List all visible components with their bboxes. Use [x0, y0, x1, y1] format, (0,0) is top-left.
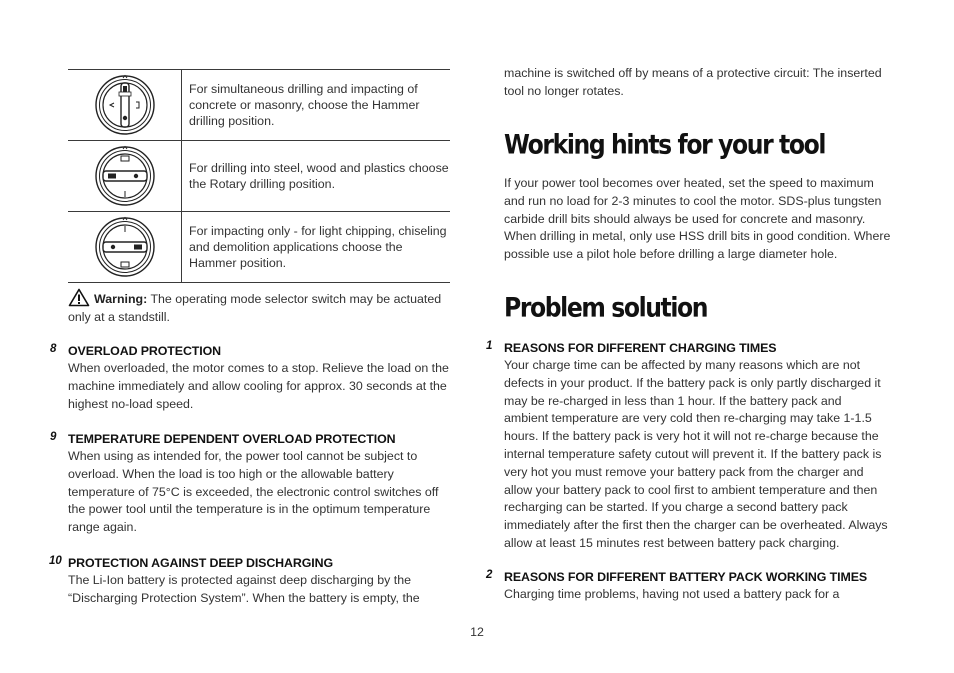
section-overload-protection [50, 343, 452, 413]
mode-icon-cell [68, 70, 182, 140]
heading-working-hints: Working hints for your tool [504, 129, 826, 161]
mode-description: For simultaneous drilling and impacting of concrete or masonry, choose the Hammer drilling position. [189, 82, 420, 128]
warning-triangle-icon [68, 288, 90, 307]
section-title: PROTECTION AGAINST DEEP DISCHARGING [68, 556, 333, 570]
mode-row-rotary-drill [68, 140, 450, 211]
section-title: REASONS FOR DIFFERENT CHARGING TIMES [504, 341, 777, 355]
page-number: 12 [470, 625, 484, 639]
section-title: REASONS FOR DIFFERENT BATTERY PACK WORKING TIMES [504, 570, 868, 584]
rotary-drill-mode-icon [94, 145, 156, 207]
hammer-only-mode-icon [94, 216, 156, 278]
warning-note [68, 288, 452, 326]
section-charging-times [486, 340, 888, 553]
section-number: 1 [486, 340, 493, 352]
section-body: Your charge time can be affected by many reasons which are not defects in your product. If the battery pack is only partly discharged it may be re-charged in less than 1 hour. If the battery pack and ambient temperature are very cold then re-charging may take 1-1.5 hours. If the battery pack is very hot it will not re-charge because the internal temperature safety cutout will prevent it. If the battery pack is very hot you must remove your battery pack from the charger and allow your battery pack to cool first to ambient temperature and then recharging can be started. If you charge a second battery pack immediately after the first then the charger can be overheated. Always allow at least 15 minutes rest between battery pack charging. [504, 358, 888, 550]
continued-paragraph: machine is switched off by means of a protective circuit: The inserted tool no longer rotates. [504, 66, 882, 98]
section-battery-working-times [486, 569, 888, 604]
mode-selector-table [68, 69, 450, 283]
warning-text: The operating mode selector switch may be actuated only at a standstill. [68, 292, 442, 324]
section-title: OVERLOAD PROTECTION [68, 344, 221, 358]
section-number: 10 [49, 555, 62, 567]
section-number: 8 [50, 343, 57, 355]
section-body: Charging time problems, having not used a battery pack for a [504, 587, 840, 601]
section-title: TEMPERATURE DEPENDENT OVERLOAD PROTECTION [68, 432, 396, 446]
mode-icon-cell [68, 141, 182, 211]
mode-description: For impacting only - for light chipping, chiseling and demolition applications choose the Hammer position. [189, 224, 447, 270]
working-hints-paragraph: If your power tool becomes over heated, set the speed to maximum and run no load for 2-3 minutes to cool the motor. SDS-plus tungsten carbide drill bits should always be used for concrete and masonry. When drilling in metal, only use HSS drill bits in good condition. Where possible use a pilot hole before drilling a large diameter hole. [504, 176, 891, 262]
mode-row-hammer-drill [68, 69, 450, 140]
mode-row-hammer-only [68, 211, 450, 283]
hammer-drill-mode-icon [94, 74, 156, 136]
heading-problem-solution: Problem solution [504, 292, 708, 324]
section-number: 2 [486, 569, 493, 581]
section-body: When using as intended for, the power tool cannot be subject to overload. When the load is too high or the allowable battery temperature of 75°C is exceeded, the electronic control switches off the power tool until the temperature is in the optimum temperature range again. [68, 449, 439, 535]
section-body: The Li-Ion battery is protected against deep discharging by the “Discharging Protection System”. When the battery is empty, the [68, 573, 420, 605]
mode-description: For drilling into steel, wood and plastics choose the Rotary drilling position. [189, 161, 449, 191]
section-temperature-overload-protection [50, 431, 448, 537]
mode-icon-cell [68, 212, 182, 282]
section-body: When overloaded, the motor comes to a stop. Relieve the load on the machine immediately and allow cooling for approx. 30 seconds at the highest no-load speed. [68, 361, 449, 411]
section-deep-discharge-protection [49, 555, 438, 608]
section-number: 9 [50, 431, 57, 443]
warning-label: Warning: [94, 292, 148, 306]
